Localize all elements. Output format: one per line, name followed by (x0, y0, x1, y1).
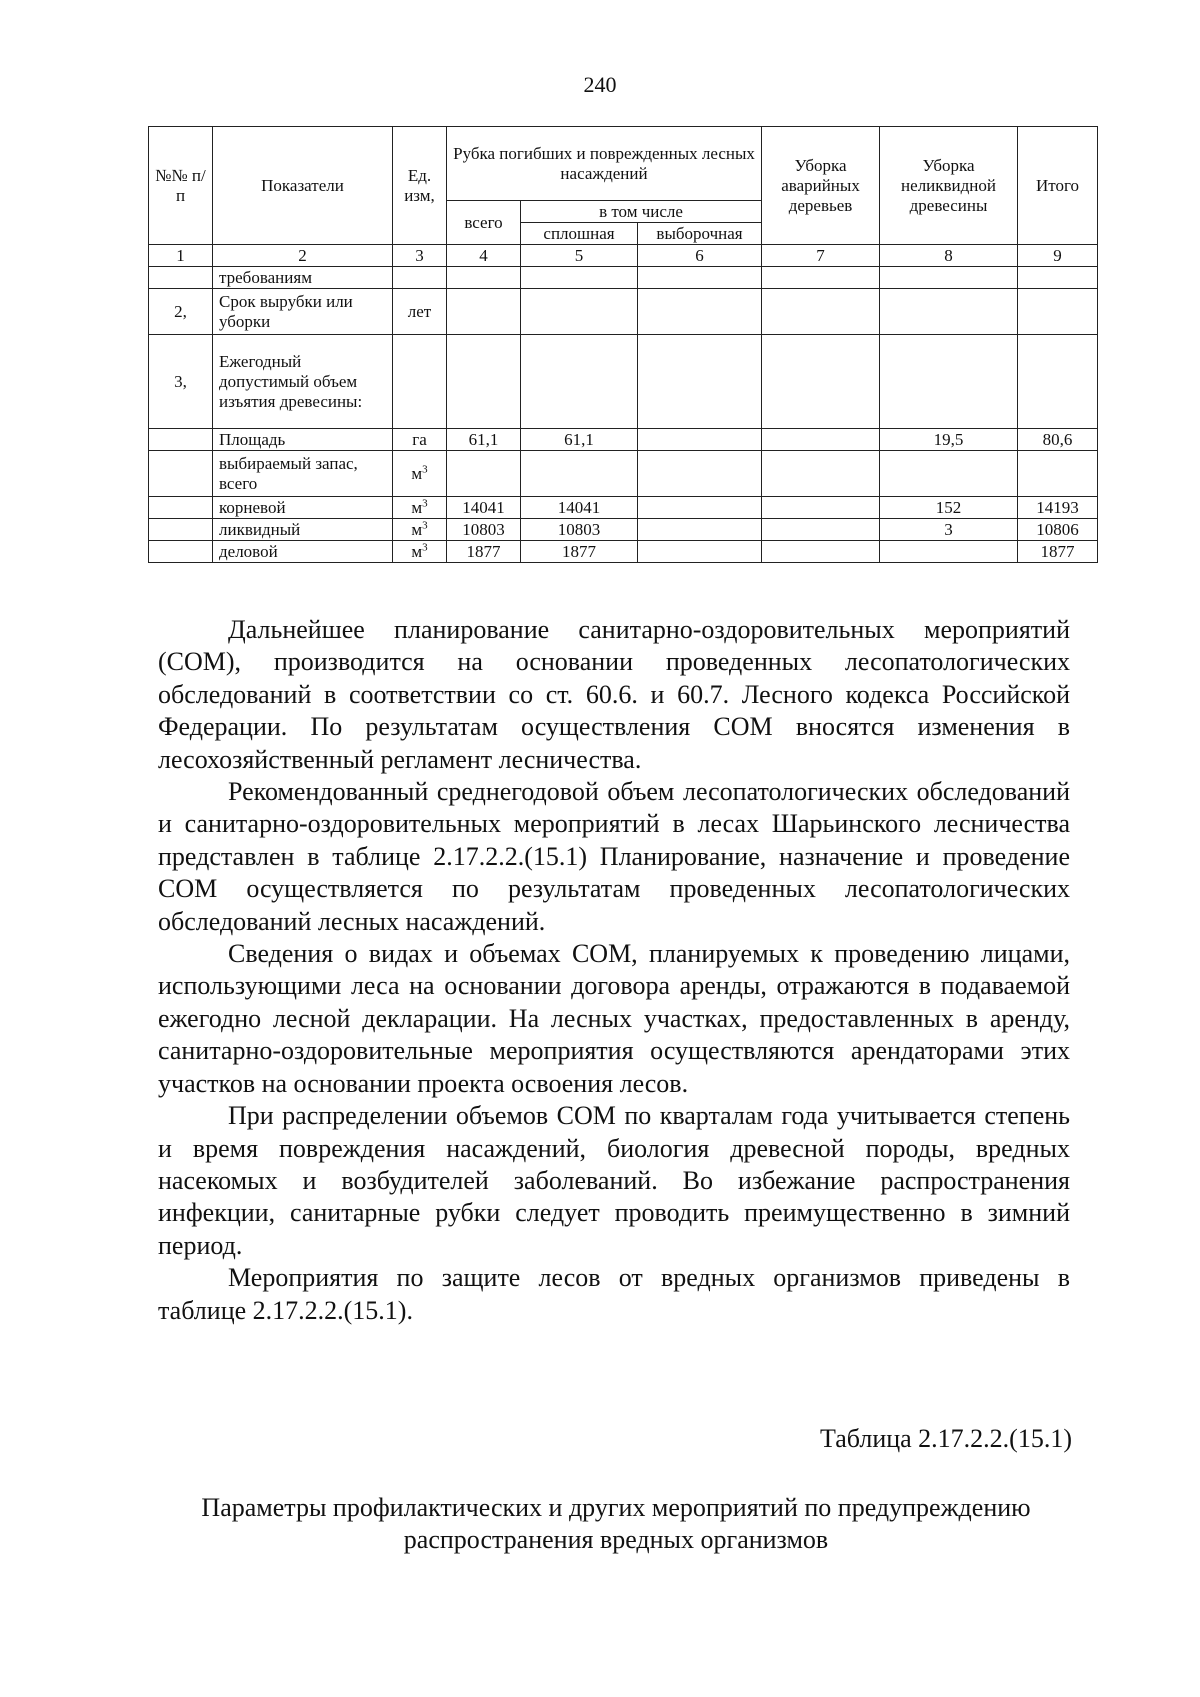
header-nonliquid: Уборка неликвидной древесины (880, 127, 1018, 245)
row-unit: $м^3$ (393, 541, 447, 563)
cell-selective (638, 519, 762, 541)
row-number (149, 429, 213, 451)
row-unit: га (393, 429, 447, 451)
cell-total-all: 10803 (447, 519, 521, 541)
header-including: в том числе (521, 201, 762, 223)
row-indicator: Ежегодный допустимый объем изъятия древесины: (213, 335, 393, 429)
cell-nonliquid (880, 451, 1018, 497)
header-felling-group: Рубка погибших и поврежденных лесных насаждений (447, 127, 762, 201)
cell-nonliquid: 152 (880, 497, 1018, 519)
cell-selective (638, 429, 762, 451)
cell-selective (638, 289, 762, 335)
row-number (149, 451, 213, 497)
col-number: 5 (521, 245, 638, 267)
header-num: №№ п/п (149, 127, 213, 245)
row-unit: $м^3$ (393, 451, 447, 497)
table-title-line: Параметры профилактических и других мероприятий по предупреждению (201, 1493, 1031, 1522)
header-selective: выборочная (638, 223, 762, 245)
header-unit: Ед. изм, (393, 127, 447, 245)
cell-emergency (762, 497, 880, 519)
cell-total: 10806 (1018, 519, 1098, 541)
col-number: 3 (393, 245, 447, 267)
row-indicator: выбираемый запас, всего (213, 451, 393, 497)
cell-emergency (762, 519, 880, 541)
table-title (0, 1492, 1200, 1556)
cell-selective (638, 541, 762, 563)
row-unit (393, 267, 447, 289)
cell-nonliquid: 19,5 (880, 429, 1018, 451)
row-number (149, 267, 213, 289)
cell-nonliquid (880, 541, 1018, 563)
cell-selective (638, 451, 762, 497)
row-unit: $м^3$ (393, 497, 447, 519)
col-number: 2 (213, 245, 393, 267)
cell-clear: 1877 (521, 541, 638, 563)
row-unit: лет (393, 289, 447, 335)
header-indicators: Показатели (213, 127, 393, 245)
cell-nonliquid (880, 267, 1018, 289)
unit-superscript: 3 (422, 540, 428, 553)
felling-table (148, 126, 1098, 563)
row-unit: $м^3$ (393, 519, 447, 541)
table-row (149, 289, 1098, 335)
cell-total-all: 1877 (447, 541, 521, 563)
row-number: 3, (149, 335, 213, 429)
col-number: 9 (1018, 245, 1098, 267)
table-row (149, 519, 1098, 541)
cell-total-all (447, 451, 521, 497)
header-clear: сплошная (521, 223, 638, 245)
cell-clear: 61,1 (521, 429, 638, 451)
cell-emergency (762, 429, 880, 451)
cell-total-all: 14041 (447, 497, 521, 519)
table-row (149, 451, 1098, 497)
table-row (149, 429, 1098, 451)
cell-emergency (762, 335, 880, 429)
row-number (149, 519, 213, 541)
cell-total (1018, 267, 1098, 289)
row-number (149, 497, 213, 519)
table-row (149, 267, 1098, 289)
cell-clear: 10803 (521, 519, 638, 541)
col-number: 8 (880, 245, 1018, 267)
cell-emergency (762, 289, 880, 335)
col-number: 1 (149, 245, 213, 267)
cell-clear (521, 335, 638, 429)
cell-total-all (447, 267, 521, 289)
table-title-line: распространения вредных организмов (403, 1525, 829, 1554)
col-number: 7 (762, 245, 880, 267)
row-number (149, 541, 213, 563)
cell-total (1018, 335, 1098, 429)
cell-clear (521, 451, 638, 497)
row-indicator: Срок вырубки или уборки (213, 289, 393, 335)
table-row (149, 335, 1098, 429)
cell-total: 14193 (1018, 497, 1098, 519)
row-indicator: корневой (213, 497, 393, 519)
paragraph: Дальнейшее планирование санитарно-оздоровительных мероприятий (СОМ), производится на основании проведенных лесопатологических обследований в соответствии со ст. 60.6. и 60.7. Лесного кодекса Российской Федерации. По результатам осуществления СОМ вносятся изменения в лесохозяйственный регламент лесничества. (158, 615, 1070, 774)
paragraph: Сведения о видах и объемах СОМ, планируемых к проведению лицами, использующими леса на основании договора аренды, отражаются в подаваемой ежегодно лесной декларации. На лесных участках, предоставленных в аренду, санитарно-оздоровительные мероприятия осуществляются арендаторами этих участков на основании проекта освоения лесов. (158, 939, 1070, 1098)
cell-clear (521, 289, 638, 335)
paragraph: При распределении объемов СОМ по кварталам года учитывается степень и время повреждения насаждений, биология древесной породы, вредных насекомых и возбудителей заболеваний. Во избежание распространения инфекции, санитарные рубки следует проводить преимущественно в зимний период. (158, 1101, 1070, 1260)
cell-selective (638, 335, 762, 429)
table-row (149, 541, 1098, 563)
unit-superscript: 3 (422, 462, 428, 475)
paragraph: Мероприятия по защите лесов от вредных организмов приведены в таблице 2.17.2.2.(15.1). (158, 1263, 1070, 1325)
table-body (149, 267, 1098, 563)
row-indicator: ликвидный (213, 519, 393, 541)
header-total-all: всего (447, 201, 521, 245)
row-indicator: Площадь (213, 429, 393, 451)
cell-selective (638, 267, 762, 289)
header-emergency: Уборка аварийных деревьев (762, 127, 880, 245)
col-number: 4 (447, 245, 521, 267)
cell-total-all (447, 289, 521, 335)
cell-selective (638, 497, 762, 519)
cell-clear (521, 267, 638, 289)
cell-nonliquid: 3 (880, 519, 1018, 541)
cell-nonliquid (880, 289, 1018, 335)
cell-total: 1877 (1018, 541, 1098, 563)
cell-total-all: 61,1 (447, 429, 521, 451)
cell-nonliquid (880, 335, 1018, 429)
cell-emergency (762, 451, 880, 497)
cell-total: 80,6 (1018, 429, 1098, 451)
cell-total (1018, 451, 1098, 497)
row-indicator: деловой (213, 541, 393, 563)
cell-total-all (447, 335, 521, 429)
row-unit (393, 335, 447, 429)
paragraph: Рекомендованный среднегодовой объем лесопатологических обследований и санитарно-оздоровительных мероприятий в лесах Шарьинского лесничества представлен в таблице 2.17.2.2.(15.1) Планирование, назначение и проведение СОМ осуществляется по результатам проведенных лесопатологических обследований лесных насаждений. (158, 777, 1070, 936)
cell-emergency (762, 267, 880, 289)
page-number: 240 (583, 72, 617, 97)
row-number: 2, (149, 289, 213, 335)
row-indicator: требованиям (213, 267, 393, 289)
header-total: Итого (1018, 127, 1098, 245)
cell-clear: 14041 (521, 497, 638, 519)
col-number: 6 (638, 245, 762, 267)
unit-superscript: 3 (422, 518, 428, 531)
table-row (149, 497, 1098, 519)
cell-total (1018, 289, 1098, 335)
table-header (149, 127, 1098, 267)
column-numbers-row (149, 245, 1098, 267)
unit-superscript: 3 (422, 496, 428, 509)
body-text (158, 614, 1070, 1327)
cell-emergency (762, 541, 880, 563)
table-label: Таблица 2.17.2.2.(15.1) (819, 1424, 1072, 1453)
